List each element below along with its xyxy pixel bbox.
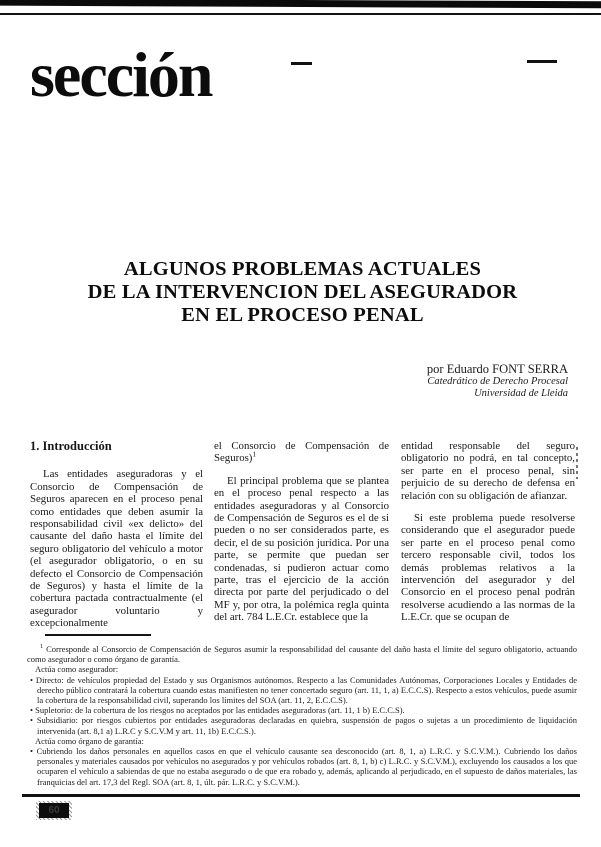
article-title-line-3: EN EL PROCESO PENAL [181, 304, 424, 326]
footnote-1-marker: 1 [40, 643, 44, 651]
footnotes-block [27, 644, 577, 787]
author-byline: por Eduardo FONT SERRA [426, 362, 568, 376]
top-scan-bar [0, 0, 601, 8]
footnote-bullet-garantia-text: Cubriendo los daños personales en aquellos casos en que el vehículo causante sea desconocido (art. 8, 1, a) L.R.C. y S.C.V.M.). Cubriendo los daños personales y materiales causados por vehículos no asegurados y por vehículos robados (art. 8, 1, b) c) L.R.C. y S.C.V.M.), excluyendo los causados a los que ocuparen el vehículo a sabiendas de que no estaba asegurado o de que era robado y, además, aplicando al perjudicado, en el supuesto de daños materiales, las franquicias del art. 17,3 del Regl. SOA (art. 8, 1, últ. pár. L.R.C. y S.C.V.M.). [32, 746, 577, 787]
article-title-line-1: ALGUNOS PROBLEMAS ACTUALES [123, 258, 482, 280]
article-title-line-2: DE LA INTERVENCION DEL ASEGURADOR [87, 281, 518, 303]
col2-paragraph-2: El principal problema que se plantea en el proceso penal respecto a las entidades aseguradoras y al Consorcio de Compensación de Seguros es el de si pueden o no ser considerados parte, es decir, el de su posición jurídica. Por una parte, se permite que puedan ser condenadas, si pudieron actuar como parte, tras el ejercicio de la acción directa por parte del perjudicado o del MF y, por otra, la polémica regla quinta del art. 784 L.E.Cr. establece que la [214, 474, 389, 624]
col2-paragraph-1-text: el Consorcio de Compensación de Seguros) [214, 440, 389, 465]
col2-paragraph-1 [214, 440, 389, 465]
bullet-icon: • [30, 674, 33, 685]
top-rule [0, 13, 601, 15]
body-column-1 [30, 440, 203, 630]
footnote-bullet-directo-text: Directo: de vehículos propiedad del Estado y sus Organismos autónomos. Respecto a las Comunidades Autónomas, Corporaciones Locales y Entidades de derecho público contratará la cobertura cuando estas manifiesten no tener concertado seguro (art. 11, 1, a) E.C.C.S). Respecto a estos vehículos, puede asumir la cobertura de la responsabilidad civil, superando los límites del SOA (art. 11, 2, E.C.C.S). [32, 674, 577, 706]
footnote-bullet-subsidiario [27, 715, 577, 735]
footnote-bullet-subsidiario-text: Subsidiario: por riesgos cubiertos por entidades aseguradoras declaradas en quiebra, suspensión de pagos o sujetas a un procedimiento de liquidación intervenida (art. 8,1 a) L.R.C y S.C.V.M y art. 11, 1b) E.C.C.S.). [32, 715, 577, 736]
author-role: Catedrático de Derecho Procesal [427, 376, 568, 387]
footnote-bullet-garantia [27, 746, 577, 787]
footnote-guarantee-label: Actúa como órgano de garantía: [35, 735, 144, 746]
dash-artifact-left [291, 62, 312, 65]
section-1-heading: 1. Introducción [30, 439, 112, 453]
col1-paragraph-1: Las entidades aseguradoras y el Consorcio de Compensación de Seguros aparecen en el proceso penal como entidades que deben asumir la responsabilidad civil «ex delicto» del causante del daño hasta el límite del seguro obligatorio del vehículo a motor (el asegurador obligatorio, o en su defecto el Consorcio de Compensación de Seguros) y hasta el límite de la cobertura pactada contractualmente (el asegurador voluntario y excepcionalmente [30, 468, 203, 630]
page-number-badge-halo [36, 801, 72, 820]
footnote-1-text: Corresponde al Consorcio de Compensación de Seguros asumir la responsabilidad del causante del daño hasta el límite del seguro obligatorio, actuando como asegurador o como órgano de garantía. [27, 644, 577, 665]
bullet-icon: • [30, 746, 33, 757]
byline-block [268, 362, 568, 400]
body-column-2 [214, 440, 389, 624]
footnote-1 [27, 644, 577, 664]
bottom-rule [22, 794, 580, 797]
footnote-insurer-label: Actúa como asegurador: [35, 664, 119, 675]
author-affiliation: Universidad de Lleida [474, 388, 568, 399]
footnote-reference-1: 1 [252, 449, 257, 459]
bullet-icon: • [30, 715, 33, 726]
body-column-3 [401, 440, 575, 624]
bullet-icon: • [30, 705, 33, 716]
section-header: sección [30, 39, 212, 110]
footnote-separator-rule [45, 634, 151, 636]
col3-paragraph-2: Si este problema puede resolverse considerando que el asegurador puede ser parte en el proceso penal como tercero responsable civil, todos los demás problemas relativos a la intervención del asegurador y del Consorcio en el proceso penal podrán resolverse acudiendo a las normas de la L.E.Cr. que se ocupan de [401, 512, 575, 624]
footnote-bullet-directo [27, 675, 577, 706]
scan-edge-artifact [576, 447, 578, 479]
article-title [30, 258, 575, 327]
footnote-bullet-supletorio-text: Supletorio: de la cobertura de los riesgos no aceptados por las entidades aseguradoras (art. 11, 1 b) E.C.C.S). [32, 705, 405, 716]
dash-artifact-right [527, 60, 557, 63]
footnote-bullet-supletorio [27, 705, 577, 715]
page-number-badge: 60 [39, 803, 69, 818]
col3-paragraph-1: entidad responsable del seguro obligatorio no podrá, en tal concepto, ser parte en el proceso penal, sin perjuicio de su derecho de defensa en relación con su obligación de afianzar. [401, 440, 575, 502]
